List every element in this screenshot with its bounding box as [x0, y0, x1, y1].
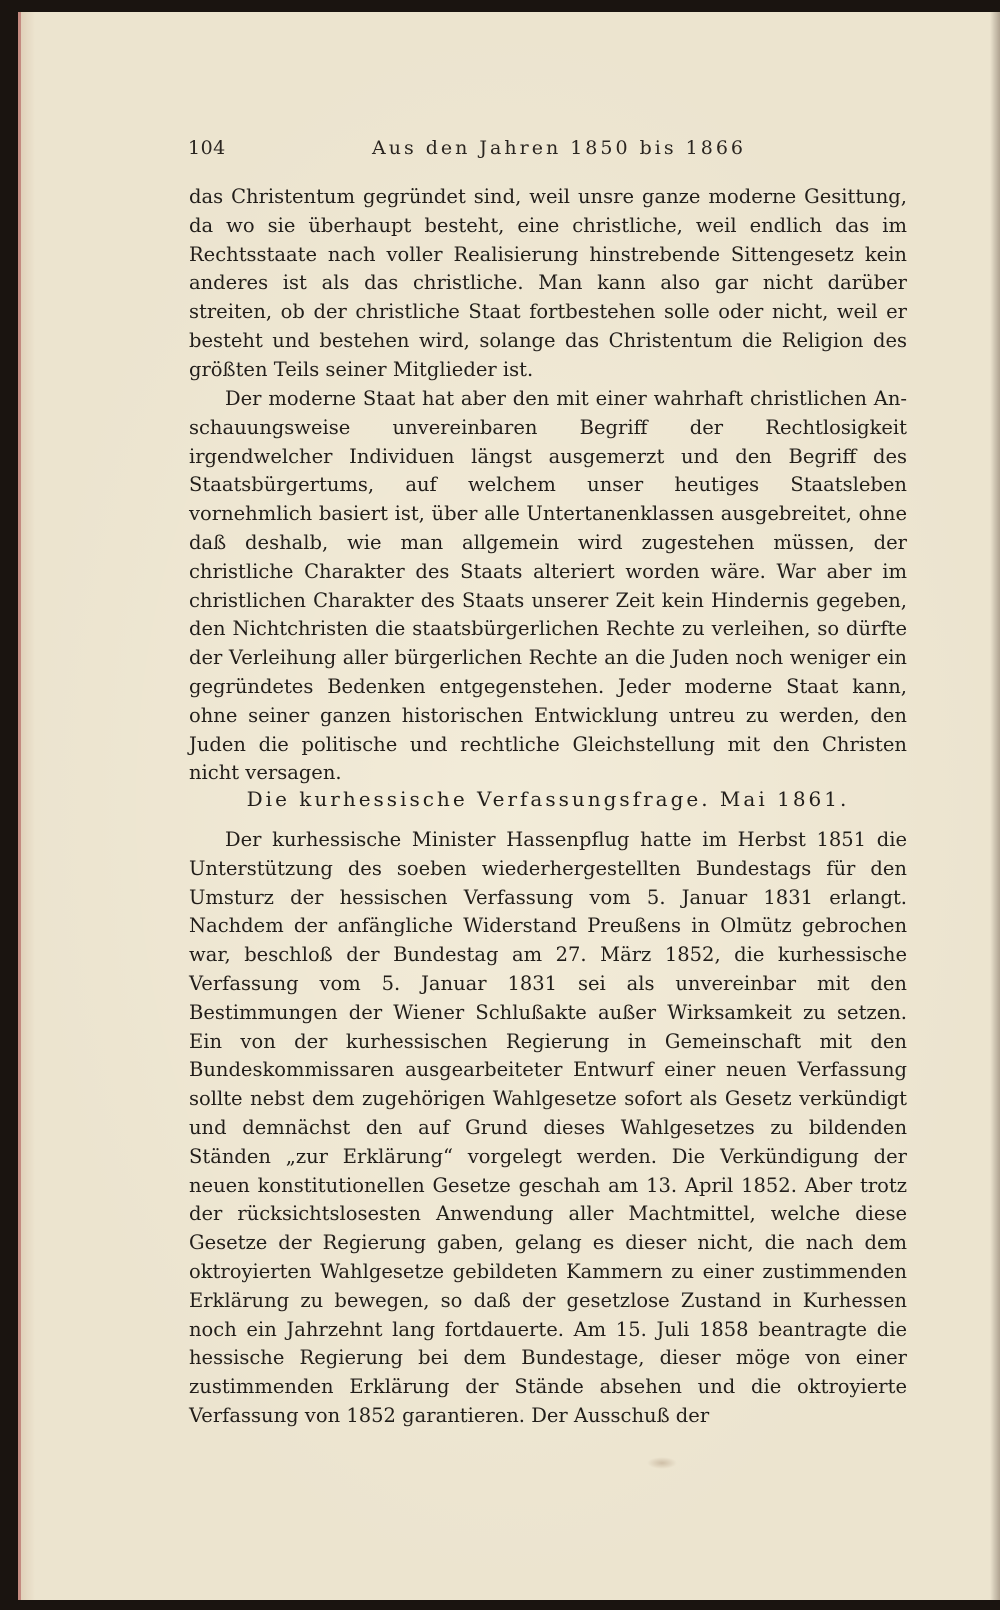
running-title: Aus den Jahren 1850 bis 1866	[372, 137, 746, 159]
book-page	[18, 12, 1000, 1600]
page-number: 104	[188, 137, 226, 159]
section-heading: Die kurhessische Verfassungsfrage. Mai 1861.	[246, 787, 850, 811]
paper-smudge	[647, 1457, 677, 1469]
paragraph-3: Der kurhessische Minister Hassenpflug hatte im Herbst 1851 die Unterstützung des soeben wiederhergestellten Bundestags für den Umsturz der hessischen Verfassung vom 5. Januar 1831 erlangt. Nachdem der anfängliche Widerstand Preußens in Olmütz gebrochen war, beschloß der Bundestag am 27. März 1852, die kurhessische Verfassung vom 5. Januar 1831 sei als unvereinbar mit den Bestimmungen der Wiener Schlußakte außer Wirksamkeit zu setzen. Ein von der kurhessischen Regierung in Gemeinschaft mit den Bundeskommissaren ausgearbeiteter Entwurf einer neuen Verfassung sollte nebst dem zugehörigen Wahlgesetze sofort als Gesetz verkündigt und demnächst den auf Grund dieses Wahlgesetzes zu bildenden Ständen „zur Erklärung“ vorgelegt werden. Die Verkündigung der neuen konstitutionellen Gesetze geschah am 13. April 1852. Aber trotz der rücksichtslosesten Anwendung aller Machtmittel, welche diese Gesetze der Regierung gaben, gelang es dieser nicht, die nach dem oktroyierten Wahlgesetze gebildeten Kammern zu einer zustimmenden Erklärung zu bewegen, so daß der gesetzlose Zustand in Kurhessen noch ein Jahrzehnt lang fortdauerte. Am 15. Juli 1858 beantragte die hessische Regierung bei dem Bundestage, dieser möge von einer zustimmenden Erklärung der Stände absehen und die oktroyierte Verfassung von 1852 garantieren. Der Ausschuß der	[189, 828, 907, 1427]
paragraph-2: Der moderne Staat hat aber den mit einer wahrhaft christlichen Anschauungsweise unvereinbaren Begriff der Rechtlosigkeit irgendwelcher Individuen längst ausgemerzt und den Begriff des Staatsbürgertums, auf welchem unser heutiges Staatsleben vornehmlich basiert ist, über alle Untertanenklassen ausgebreitet, ohne daß deshalb, wie man allgemein wird zugestehen müssen, der christliche Charakter des Staats alteriert worden wäre. War aber im christlichen Charakter des Staats unserer Zeit kein Hindernis gegeben, den Nichtchristen die staatsbürgerlichen Rechte zu verleihen, so dürfte der Verleihung aller bürgerlichen Rechte an die Juden noch weniger ein gegründetes Bedenken entgegenstehen. Jeder moderne Staat kann, ohne seiner ganzen historischen Entwicklung untreu zu werden, den Juden die politische und rechtliche Gleichstellung mit den Christen nicht versagen.	[189, 387, 907, 785]
page-header	[188, 137, 908, 167]
paragraph-1: das Christentum gegründet sind, weil unsre ganze moderne Gesittung, da wo sie überhaupt besteht, eine christliche, weil endlich das im Rechtsstaate nach voller Realisierung hinstrebende Sittengesetz kein anderes ist als das christliche. Man kann also gar nicht darüber streiten, ob der christliche Staat fortbestehen solle oder nicht, weil er besteht und bestehen wird, solange das Christentum die Religion des größten Teils seiner Mitglieder ist.	[189, 185, 907, 381]
spine-shadow	[990, 12, 1000, 1600]
